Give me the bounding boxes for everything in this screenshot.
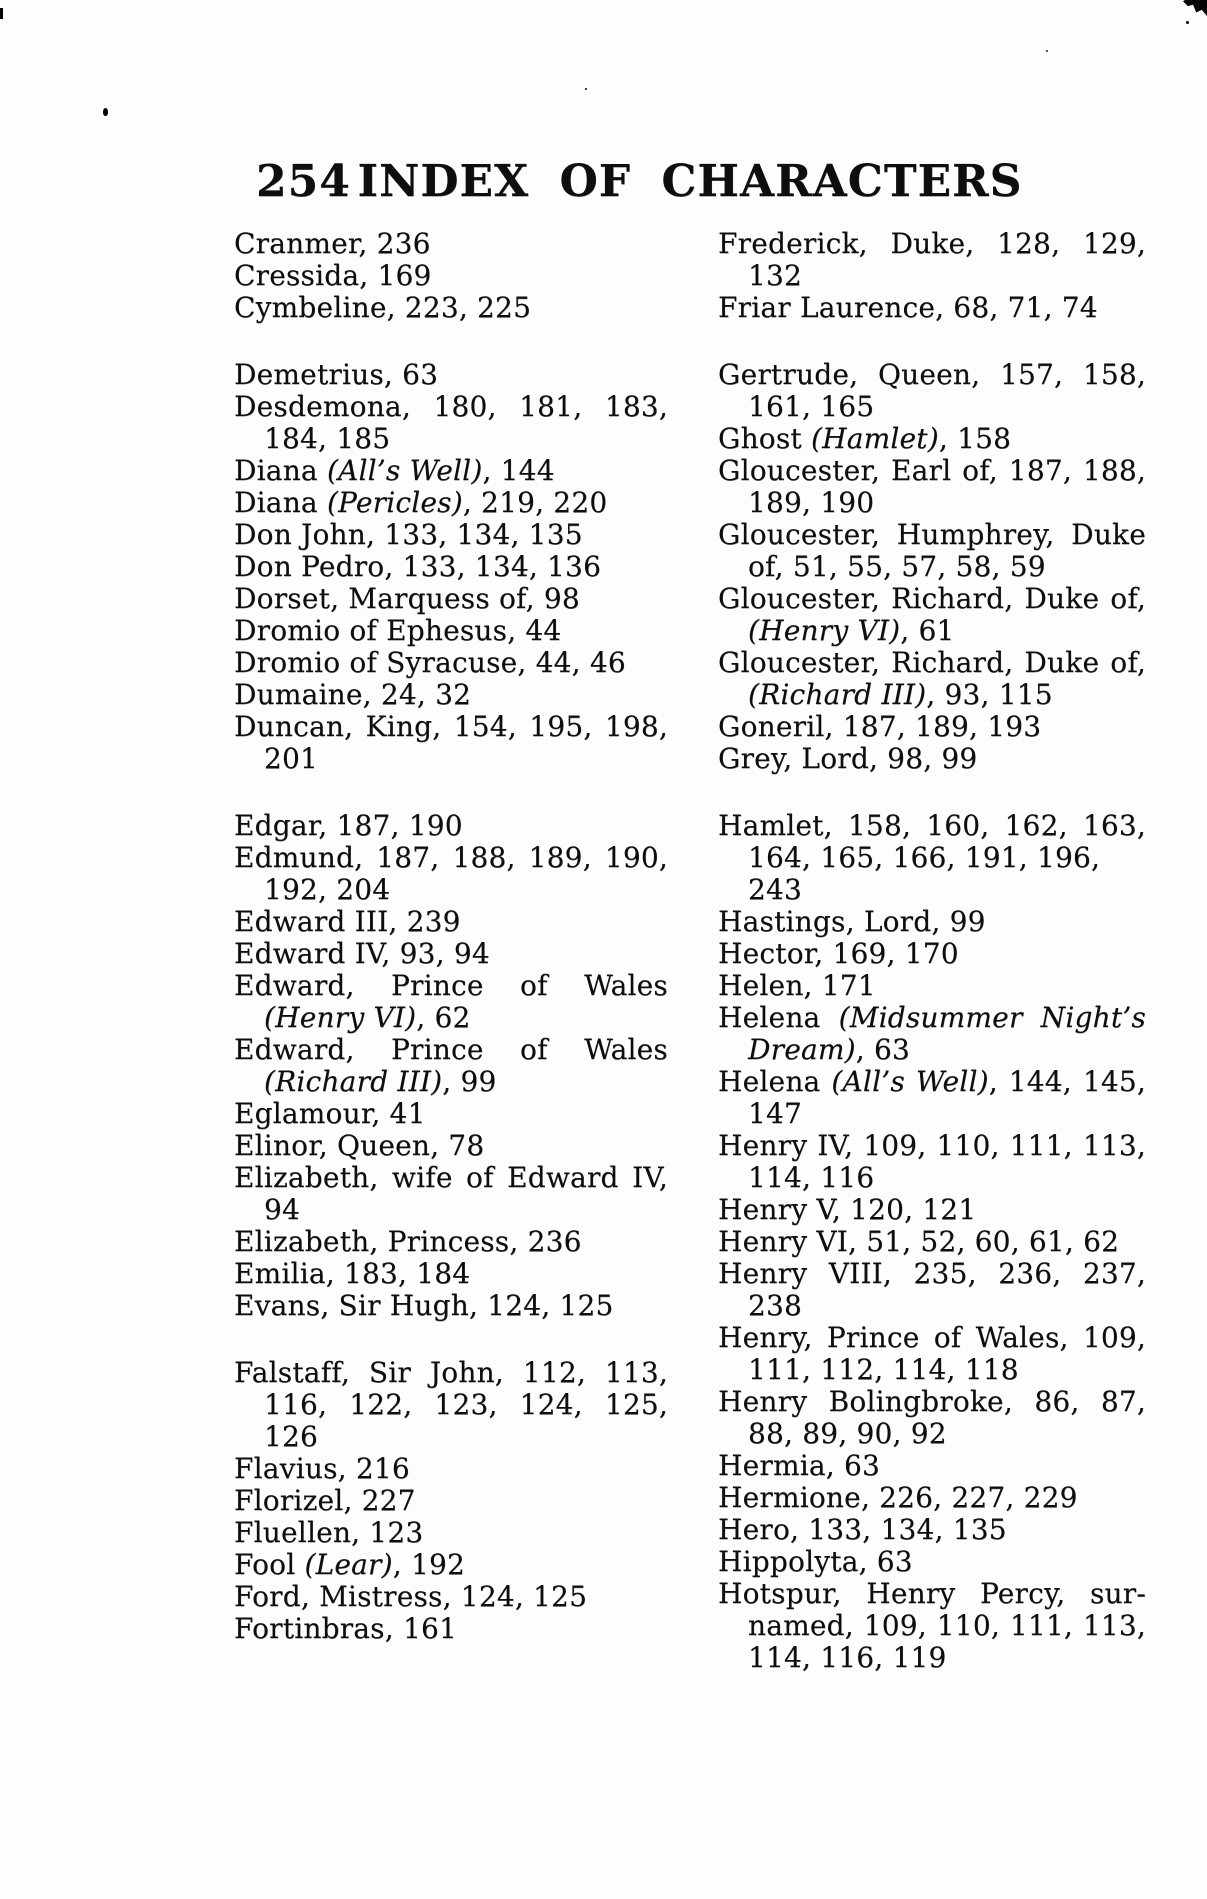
entry-line [718, 1258, 1146, 1290]
entry-line [718, 1322, 1146, 1354]
entry-line [718, 1130, 1146, 1162]
entry-line [234, 1162, 668, 1194]
entry-line [234, 711, 668, 743]
index-group [234, 1357, 668, 1645]
entry-text: , 219, 220 [462, 486, 608, 519]
index-entry [718, 228, 1146, 292]
index-entry [718, 455, 1146, 519]
entry-text: 161, 165 [748, 390, 875, 423]
index-entry [234, 1581, 668, 1613]
entry-line [718, 970, 1146, 1002]
entry-line [234, 583, 668, 615]
index-entry [718, 1578, 1146, 1674]
index-column-left [234, 228, 668, 1645]
entry-text: Gloucester, Richard, Duke of, [718, 646, 1146, 679]
entry-text: Florizel, 227 [234, 1484, 416, 1517]
entry-text: Edward III, 239 [234, 905, 461, 938]
entry-line [718, 679, 1146, 711]
entry-line [234, 1389, 668, 1421]
entry-text: Edward, Prince of Wales [234, 969, 668, 1002]
index-entry [234, 551, 668, 583]
entry-text: Evans, Sir Hugh, 124, 125 [234, 1289, 614, 1322]
entry-text: , 93, 115 [926, 678, 1053, 711]
entry-text: Gloucester, Richard, Duke of, [718, 582, 1146, 615]
entry-text: Flavius, 216 [234, 1452, 410, 1485]
index-group [234, 228, 668, 324]
index-entry [718, 1482, 1146, 1514]
entry-text: 88, 89, 90, 92 [748, 1417, 947, 1450]
entry-text: Edmund, 187, 188, 189, 190, [234, 841, 668, 874]
entry-text: Henry VI, 51, 52, 60, 61, 62 [718, 1225, 1120, 1258]
index-entry [234, 583, 668, 615]
index-entry [234, 1549, 668, 1581]
index-body [234, 228, 1146, 1674]
entry-text: Helena [718, 1001, 839, 1034]
entry-line [718, 1642, 1146, 1674]
entry-line [234, 455, 668, 487]
entry-line [718, 1386, 1146, 1418]
entry-line [234, 519, 668, 551]
entry-text: Elinor, Queen, 78 [234, 1129, 485, 1162]
index-group [234, 359, 668, 775]
index-entry [234, 615, 668, 647]
entry-line [718, 423, 1146, 455]
index-entry [234, 1162, 668, 1226]
index-entry [234, 455, 668, 487]
index-entry [718, 810, 1146, 906]
index-column-right [718, 228, 1146, 1674]
entry-line [234, 810, 668, 842]
entry-line [234, 1066, 668, 1098]
scan-artifact-ink-spot [103, 108, 108, 116]
play-title: (Henry VI) [748, 614, 901, 647]
play-title: (Henry VI) [264, 1001, 417, 1034]
entry-line [718, 1514, 1146, 1546]
entry-line [234, 938, 668, 970]
entry-line [718, 1162, 1146, 1194]
index-entry [718, 583, 1146, 647]
entry-text: , 99 [442, 1065, 497, 1098]
index-entry [234, 228, 668, 260]
entry-line [718, 1290, 1146, 1322]
entry-line [718, 260, 1146, 292]
index-entry [718, 938, 1146, 970]
index-entry [234, 391, 668, 455]
entry-text: Henry, Prince of Wales, 109, [718, 1321, 1146, 1354]
entry-text: Dorset, Marquess of, 98 [234, 582, 580, 615]
entry-text: 111, 112, 114, 118 [748, 1353, 1019, 1386]
index-entry [234, 711, 668, 775]
entry-line [234, 1258, 668, 1290]
entry-text: Cymbeline, 223, 225 [234, 291, 532, 324]
entry-line [718, 1546, 1146, 1578]
running-head [234, 156, 1146, 212]
entry-text: Hamlet, 158, 160, 162, 163, [718, 809, 1146, 842]
index-entry [718, 1322, 1146, 1386]
index-entry [234, 487, 668, 519]
entry-text: Frederick, Duke, 128, 129, [718, 227, 1146, 260]
index-entry [718, 743, 1146, 775]
play-title: (Pericles) [326, 486, 463, 519]
entry-text: 184, 185 [264, 422, 391, 455]
entry-text: 114, 116, 119 [748, 1641, 947, 1674]
index-group [234, 810, 668, 1322]
index-entry [718, 711, 1146, 743]
entry-line [234, 906, 668, 938]
entry-text: , 144 [482, 454, 555, 487]
entry-text: Hippolyta, 63 [718, 1545, 913, 1578]
entry-text: 116, 122, 123, 124, 125, [264, 1388, 668, 1421]
index-entry [234, 970, 668, 1034]
entry-text: Hector, 169, 170 [718, 937, 959, 970]
entry-text: , 158 [938, 422, 1012, 455]
entry-line [234, 1421, 668, 1453]
entry-text: Falstaff, Sir John, 112, 113, [234, 1356, 668, 1389]
index-entry [234, 1517, 668, 1549]
entry-text: of, 51, 55, 57, 58, 59 [748, 550, 1046, 583]
index-entry [234, 906, 668, 938]
entry-text: Ford, Mistress, 124, 125 [234, 1580, 588, 1613]
index-entry [718, 1386, 1146, 1450]
entry-line [234, 551, 668, 583]
entry-text: , 61 [900, 614, 955, 647]
entry-text: Ghost [718, 422, 811, 455]
play-title: (Richard III) [264, 1065, 443, 1098]
entry-line [718, 743, 1146, 775]
index-entry [234, 1357, 668, 1453]
index-entry [718, 1226, 1146, 1258]
entry-line [234, 1357, 668, 1389]
entry-line [718, 391, 1146, 423]
index-entry [718, 1194, 1146, 1226]
entry-line [234, 1613, 668, 1645]
entry-text: Hastings, Lord, 99 [718, 905, 986, 938]
entry-line [234, 970, 668, 1002]
play-title: Dream) [748, 1033, 856, 1066]
index-entry [718, 423, 1146, 455]
entry-line [718, 292, 1146, 324]
index-entry [234, 938, 668, 970]
index-entry [234, 260, 668, 292]
entry-line [234, 1034, 668, 1066]
scan-artifact-edge [0, 8, 3, 19]
entry-text: Diana [234, 486, 327, 519]
entry-line [718, 551, 1146, 583]
play-title: (Richard III) [748, 678, 927, 711]
entry-text: , 62 [416, 1001, 471, 1034]
entry-line [234, 260, 668, 292]
entry-line [234, 743, 668, 775]
entry-line [234, 1581, 668, 1613]
entry-text: Gloucester, Humphrey, Duke [718, 518, 1146, 551]
index-entry [718, 1002, 1146, 1066]
entry-text: , 63 [855, 1033, 911, 1066]
entry-line [234, 1453, 668, 1485]
index-entry [718, 1514, 1146, 1546]
index-entry [718, 1450, 1146, 1482]
entry-line [718, 1066, 1146, 1098]
entry-line [718, 1034, 1146, 1066]
index-entry [234, 647, 668, 679]
entry-text: , 192 [392, 1548, 466, 1581]
entry-line [234, 359, 668, 391]
entry-line [718, 810, 1146, 842]
entry-text: , 144, 145, [988, 1065, 1146, 1098]
entry-text: Hermia, 63 [718, 1449, 881, 1482]
entry-text: 126 [264, 1420, 319, 1453]
entry-text: Fortinbras, 161 [234, 1612, 457, 1645]
entry-line [718, 1226, 1146, 1258]
entry-text: Cressida, 169 [234, 259, 432, 292]
index-entry [234, 810, 668, 842]
entry-text: Friar Laurence, 68, 71, 74 [718, 291, 1098, 324]
entry-line [234, 423, 668, 455]
index-entry [234, 842, 668, 906]
entry-line [718, 711, 1146, 743]
entry-text: 147 [748, 1097, 803, 1130]
entry-text: Cranmer, 236 [234, 227, 431, 260]
entry-text: Demetrius, 63 [234, 358, 439, 391]
entry-line [718, 583, 1146, 615]
index-entry [718, 292, 1146, 324]
entry-text: Diana [234, 454, 327, 487]
play-title: (Midsummer Night’s [838, 1001, 1146, 1034]
entry-text: Desdemona, 180, 181, 183, [234, 390, 668, 423]
index-entry [234, 359, 668, 391]
entry-line [234, 1194, 668, 1226]
index-entry [234, 519, 668, 551]
entry-line [718, 359, 1146, 391]
entry-line [234, 615, 668, 647]
entry-text: Grey, Lord, 98, 99 [718, 742, 978, 775]
entry-text: Duncan, King, 154, 195, 198, [234, 710, 668, 743]
play-title: (Lear) [304, 1548, 393, 1581]
entry-text: Gertrude, Queen, 157, 158, [718, 358, 1146, 391]
entry-text: named, 109, 110, 111, 113, [748, 1609, 1146, 1642]
entry-text: 94 [264, 1193, 301, 1226]
page-number: 254 [256, 156, 351, 207]
entry-line [718, 228, 1146, 260]
entry-line [234, 391, 668, 423]
entry-text: Edward, Prince of Wales [234, 1033, 668, 1066]
entry-line [234, 842, 668, 874]
index-entry [718, 647, 1146, 711]
play-title: (Hamlet) [810, 422, 939, 455]
entry-line [234, 1130, 668, 1162]
index-entry [718, 519, 1146, 583]
entry-line [234, 292, 668, 324]
entry-line [234, 1002, 668, 1034]
entry-line [718, 615, 1146, 647]
index-entry [234, 1258, 668, 1290]
scan-artifact-speck [1046, 50, 1048, 52]
entry-line [234, 1517, 668, 1549]
index-entry [718, 970, 1146, 1002]
play-title: (All’s Well) [326, 454, 483, 487]
index-entry [718, 359, 1146, 423]
entry-line [234, 647, 668, 679]
scan-artifact-dot [1186, 21, 1189, 24]
entry-line [718, 519, 1146, 551]
entry-text: Edgar, 187, 190 [234, 809, 463, 842]
entry-line [718, 1418, 1146, 1450]
entry-text: Hermione, 226, 227, 229 [718, 1481, 1078, 1514]
entry-line [718, 1098, 1146, 1130]
index-entry [234, 679, 668, 711]
entry-line [718, 842, 1146, 906]
index-entry [718, 1130, 1146, 1194]
entry-text: Emilia, 183, 184 [234, 1257, 471, 1290]
play-title: (All’s Well) [831, 1065, 989, 1098]
entry-text: Helen, 171 [718, 969, 876, 1002]
entry-line [718, 647, 1146, 679]
entry-line [234, 679, 668, 711]
entry-text: Eglamour, 41 [234, 1097, 426, 1130]
entry-line [718, 455, 1146, 487]
entry-text: 201 [264, 742, 319, 775]
index-entry [234, 1613, 668, 1645]
index-entry [234, 1098, 668, 1130]
entry-text: Don John, 133, 134, 135 [234, 518, 583, 551]
entry-line [718, 1578, 1146, 1610]
index-entry [718, 906, 1146, 938]
entry-line [718, 1450, 1146, 1482]
index-entry [234, 1130, 668, 1162]
index-entry [234, 1485, 668, 1517]
index-group [718, 228, 1146, 324]
scan-artifact-corner [1183, 0, 1207, 16]
entry-text: Henry Bolingbroke, 86, 87, [718, 1385, 1146, 1418]
index-entry [718, 1258, 1146, 1322]
entry-text: Dromio of Syracuse, 44, 46 [234, 646, 626, 679]
index-entry [718, 1066, 1146, 1130]
entry-text: Henry VIII, 235, 236, 237, [718, 1257, 1146, 1290]
entry-line [718, 938, 1146, 970]
entry-text: 238 [748, 1289, 803, 1322]
entry-text: Don Pedro, 133, 134, 136 [234, 550, 602, 583]
entry-text: Hotspur, Henry Percy, sur- [718, 1577, 1146, 1610]
index-entry [234, 292, 668, 324]
index-group [718, 810, 1146, 1674]
entry-text: Hero, 133, 134, 135 [718, 1513, 1007, 1546]
index-entry [234, 1226, 668, 1258]
index-entry [234, 1453, 668, 1485]
entry-text: Helena [718, 1065, 832, 1098]
entry-line [234, 1098, 668, 1130]
entry-text: 189, 190 [748, 486, 875, 519]
entry-line [234, 1226, 668, 1258]
entry-text: Dumaine, 24, 32 [234, 678, 472, 711]
entry-line [718, 1610, 1146, 1642]
entry-line [234, 1549, 668, 1581]
entry-text: 164, 165, 166, 191, 196, 243 [748, 841, 1101, 906]
entry-line [234, 1485, 668, 1517]
scan-artifact-speck [585, 88, 587, 90]
entry-text: Fool [234, 1548, 305, 1581]
entry-text: Elizabeth, Princess, 236 [234, 1225, 582, 1258]
entry-text: Goneril, 187, 189, 193 [718, 710, 1042, 743]
index-entry [234, 1290, 668, 1322]
entry-line [234, 487, 668, 519]
entry-text: Henry IV, 109, 110, 111, 113, [718, 1129, 1146, 1162]
entry-text: Gloucester, Earl of, 187, 188, [718, 454, 1146, 487]
entry-text: Fluellen, 123 [234, 1516, 424, 1549]
entry-text: Dromio of Ephesus, 44 [234, 614, 562, 647]
entry-text: Elizabeth, wife of Edward IV, [234, 1161, 668, 1194]
entry-line [718, 1482, 1146, 1514]
entry-line [718, 1002, 1146, 1034]
entry-line [718, 1194, 1146, 1226]
entry-line [234, 228, 668, 260]
entry-text: Edward IV, 93, 94 [234, 937, 490, 970]
entry-text: 192, 204 [264, 873, 391, 906]
index-group [718, 359, 1146, 775]
entry-line [234, 1290, 668, 1322]
index-entry [718, 1546, 1146, 1578]
entry-text: 114, 116 [748, 1161, 875, 1194]
entry-line [234, 874, 668, 906]
entry-line [718, 906, 1146, 938]
entry-line [718, 1354, 1146, 1386]
index-entry [234, 1034, 668, 1098]
entry-line [718, 487, 1146, 519]
entry-text: Henry V, 120, 121 [718, 1193, 977, 1226]
page-title: INDEX OF CHARACTERS [357, 156, 1023, 207]
entry-text: 132 [748, 259, 803, 292]
